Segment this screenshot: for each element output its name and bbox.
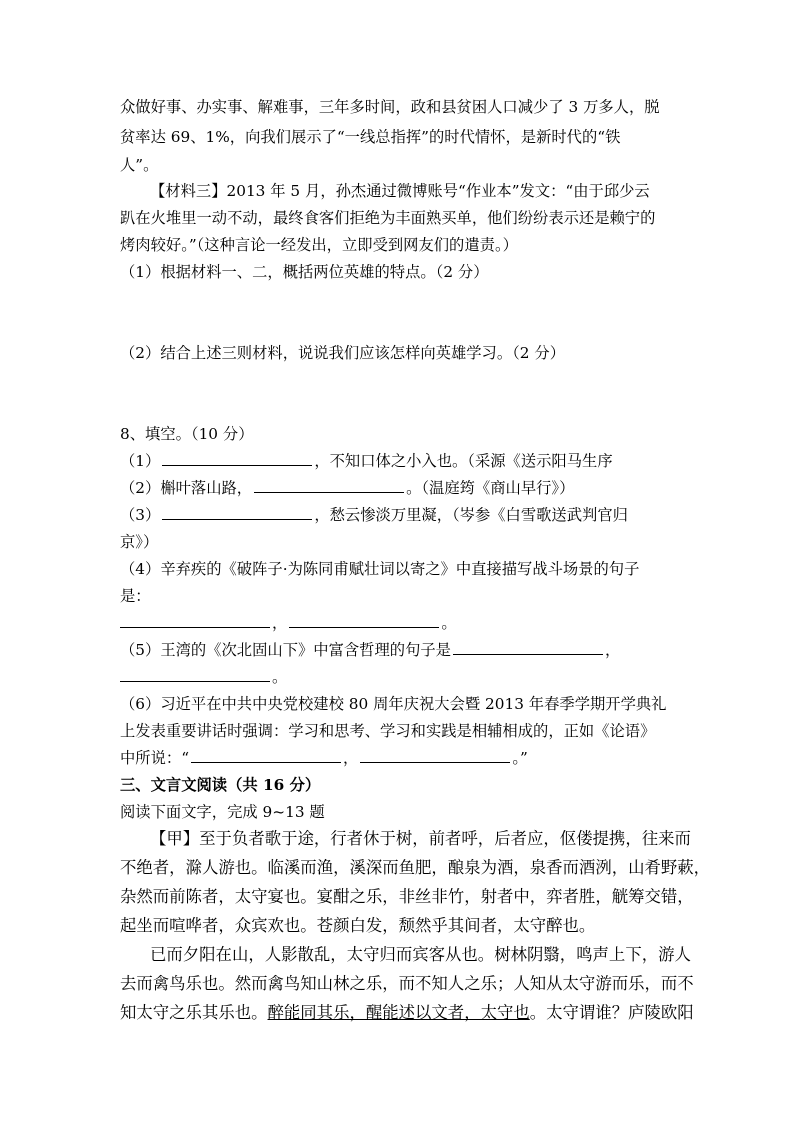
passage-line — [120, 1000, 694, 1026]
period: 。 — [272, 668, 288, 686]
fill-item-4: （4）辛弃疾的《破阵子·为陈同甫赋壮词以寄之》中直接描写战斗场景的句子 — [120, 560, 640, 578]
text-segment: 知太守之乐其乐也。 — [120, 1003, 268, 1022]
fill-item-5-blank — [120, 664, 287, 690]
passage-line: 起坐而喧哗者，众宾欢也。苍颜白发，颓然乎其间者，太守醉也。 — [120, 916, 596, 935]
item-suffix: ，愁云惨淡万里凝，（岑参《白雪歌送武判官归 — [314, 506, 628, 524]
text-line: 京》） — [120, 533, 159, 551]
item-prefix: 中所说：“ — [120, 749, 190, 767]
fill-item-1 — [120, 448, 613, 474]
text-segment: 。太守谓谁？庐陵欧阳 — [529, 1003, 694, 1022]
passage-line: 去而禽鸟乐也。然而禽鸟知山林之乐，而不知人之乐；人知从太守游而乐，而不 — [120, 974, 694, 993]
text-line: 人”。 — [120, 156, 159, 174]
answer-blank[interactable] — [254, 476, 404, 493]
comma: ， — [604, 641, 621, 659]
question-1: （1）根据材料一、二，概括两位英雄的特点。（2 分） — [120, 263, 489, 281]
passage-line: 不绝者，滁人游也。临溪而渔，溪深而鱼肥，酿泉为酒，泉香而酒洌，山肴野蔌， — [120, 858, 711, 877]
fill-item-2 — [120, 475, 574, 501]
answer-blank[interactable] — [162, 503, 312, 520]
answer-blank[interactable] — [191, 746, 341, 763]
fill-item-6: （6）习近平在中共中央党校建校 80 周年庆祝大会暨 2013 年春季学期开学典礼 — [120, 695, 667, 713]
underlined-sentence: 醉能同其乐，醒能述以文者，太守也 — [267, 1003, 530, 1022]
answer-blank[interactable] — [453, 638, 603, 655]
item-prefix: （2）槲叶落山路， — [120, 479, 253, 497]
text-line: 贫率达 69、1%，向我们展示了“一线总指挥”的时代情怀，是新时代的“铁 — [120, 128, 621, 146]
item-suffix: 。（温庭筠《商山早行》） — [406, 479, 575, 497]
question-2: （2）结合上述三则材料，说说我们应该怎样向英雄学习。（2 分） — [120, 344, 565, 362]
fill-item-6-blanks — [120, 745, 528, 771]
text-line: 【材料三】2013 年 5 月，孙杰通过微博账号“作业本”发文：“由于邱少云 — [150, 182, 650, 200]
quote-end: 。” — [512, 749, 528, 767]
item-prefix: （5）王湾的《次北固山下》中富含哲理的句子是 — [120, 641, 451, 659]
passage-line: 【甲】至于负者歌于途，行者休于树，前者呼，后者应，伛偻提携，往来而 — [150, 829, 691, 848]
text-line: 是： — [120, 587, 151, 605]
fill-item-3 — [120, 502, 628, 528]
text-line: 趴在火堆里一动不动，最终食客们拒绝为丰面熟买单，他们纷纷表示还是赖宁的 — [120, 209, 656, 227]
answer-blank[interactable] — [360, 746, 510, 763]
fill-item-5 — [120, 637, 620, 663]
section-title: 三、文言文阅读（共 16 分） — [120, 776, 321, 794]
fill-item-4-blanks — [120, 610, 457, 636]
text-line: 众做好事、办实事、解难事，三年多时间，政和县贫困人口减少了 3 万多人，脱 — [120, 98, 660, 116]
passage-line: 杂然而前陈者，太守宴也。宴酣之乐，非丝非竹，射者中，弈者胜，觥筹交错， — [120, 887, 694, 906]
text-line: 烤肉较好。”（这种言论一经发出，立即受到网友们的遣责。） — [120, 236, 518, 254]
item-suffix: ，不知口体之小入也。（采源《送示阳马生序 — [314, 452, 613, 470]
comma: ， — [343, 749, 359, 767]
period: 。 — [441, 614, 457, 632]
text-line: 上发表重要讲话时强调：学习和思考、学习和实践是相辅相成的，正如《论语》 — [120, 722, 656, 740]
comma: ， — [272, 614, 288, 632]
item-prefix: （3） — [120, 506, 161, 524]
instruction: 阅读下面文字，完成 9~13 题 — [120, 803, 325, 821]
answer-blank[interactable] — [289, 611, 439, 628]
answer-blank[interactable] — [120, 611, 270, 628]
item-prefix: （1） — [120, 452, 161, 470]
answer-blank[interactable] — [162, 449, 312, 466]
question-8-title: 8、填空。（10 分） — [120, 425, 254, 443]
passage-line: 已而夕阳在山，人影散乱，太守归而宾客从也。树林阴翳，鸣声上下，游人 — [150, 945, 691, 964]
answer-blank[interactable] — [120, 665, 270, 682]
